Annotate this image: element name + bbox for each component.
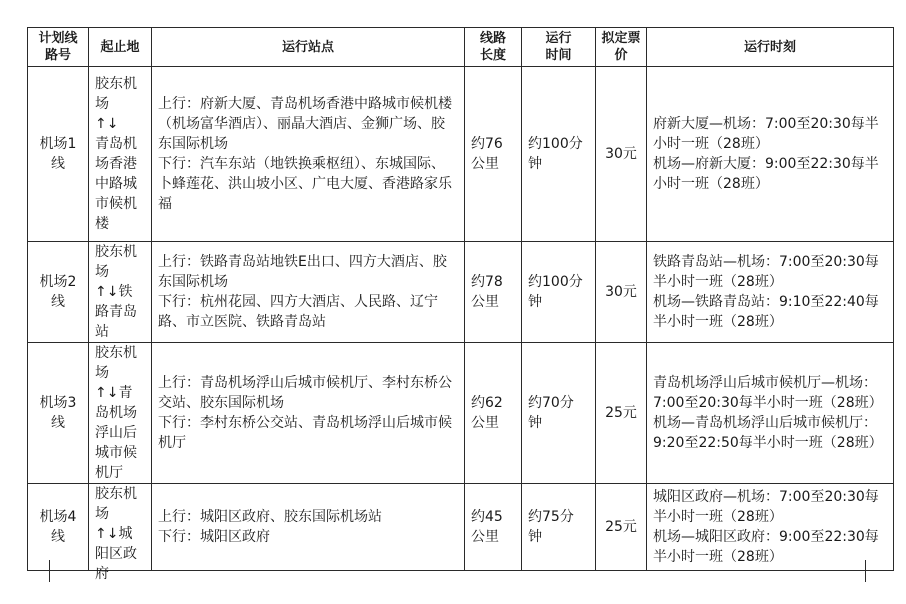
table-edge-mark-left (49, 560, 50, 582)
schedule-cell: 青岛机场浮山后城市候机厅—机场：7:00至20:30每半小时一班（28班） 机场—青岛机场浮山后城市候机厅：9:20至22:50每半小时一班（28班） (647, 343, 894, 484)
length-cell: 约45 公里 (465, 484, 522, 571)
schedule-cell: 府新大厦—机场：7:00至20:30每半小时一班（28班） 机场—府新大厦：9:00至22:30每半小时一班（28班） (647, 67, 894, 242)
table-row (28, 484, 894, 571)
route-cell: 机场1 线 (28, 67, 89, 242)
header-fare: 拟定票 价 (596, 28, 647, 67)
table-row (28, 67, 894, 242)
endpoints-cell: 胶东机 场 ↑↓ 青岛机 场香港 中路城 市候机 楼 (89, 67, 152, 242)
airport-bus-schedule-table (27, 27, 894, 582)
table-edge-mark-right (865, 560, 866, 582)
route-cell: 机场4 线 (28, 484, 89, 571)
length-cell: 约78 公里 (465, 242, 522, 343)
endpoints-cell: 胶东机 场 ↑↓城 阳区政 府 (89, 484, 152, 571)
endpoints-cell: 胶东机 场 ↑↓青 岛机场 浮山后 城市候 机厅 (89, 343, 152, 484)
header-row (28, 28, 894, 67)
header-stops: 运行站点 (152, 28, 465, 67)
stops-cell: 上行：府新大厦、青岛机场香港中路城市候机楼（机场富华酒店）、丽晶大酒店、金狮广场、胶东国际机场 下行：汽车东站（地铁换乘枢纽）、东城国际、卜蜂莲花、洪山坡小区、广电大厦、香港路家乐福 (152, 67, 465, 242)
route-cell: 机场3 线 (28, 343, 89, 484)
header-length: 线路 长度 (465, 28, 522, 67)
duration-cell: 约75分 钟 (522, 484, 596, 571)
schedule-cell: 城阳区政府—机场：7:00至20:30每半小时一班（28班） 机场—城阳区政府：9:00至22:30每半小时一班（28班） (647, 484, 894, 571)
stops-cell: 上行：铁路青岛站地铁E出口、四方大酒店、胶东国际机场 下行：杭州花园、四方大酒店、人民路、辽宁路、市立医院、铁路青岛站 (152, 242, 465, 343)
route-cell: 机场2 线 (28, 242, 89, 343)
header-endpoints: 起止地 (89, 28, 152, 67)
header-schedule: 运行时刻 (647, 28, 894, 67)
endpoints-cell: 胶东机 场 ↑↓铁 路青岛 站 (89, 242, 152, 343)
header-route-no: 计划线 路号 (28, 28, 89, 67)
fare-cell: 30元 (596, 242, 647, 343)
duration-cell: 约100分 钟 (522, 67, 596, 242)
fare-cell: 25元 (596, 484, 647, 571)
duration-cell: 约100分 钟 (522, 242, 596, 343)
schedule-cell: 铁路青岛站—机场：7:00至20:30每半小时一班（28班） 机场—铁路青岛站：9:10至22:40每半小时一班（28班） (647, 242, 894, 343)
length-cell: 约62 公里 (465, 343, 522, 484)
duration-cell: 约70分 钟 (522, 343, 596, 484)
header-duration: 运行 时间 (522, 28, 596, 67)
table-row (28, 343, 894, 484)
stops-cell: 上行：城阳区政府、胶东国际机场站 下行：城阳区政府 (152, 484, 465, 571)
table-row (28, 242, 894, 343)
stops-cell: 上行：青岛机场浮山后城市候机厅、李村东桥公交站、胶东国际机场 下行：李村东桥公交站、青岛机场浮山后城市候机厅 (152, 343, 465, 484)
fare-cell: 25元 (596, 343, 647, 484)
fare-cell: 30元 (596, 67, 647, 242)
length-cell: 约76 公里 (465, 67, 522, 242)
